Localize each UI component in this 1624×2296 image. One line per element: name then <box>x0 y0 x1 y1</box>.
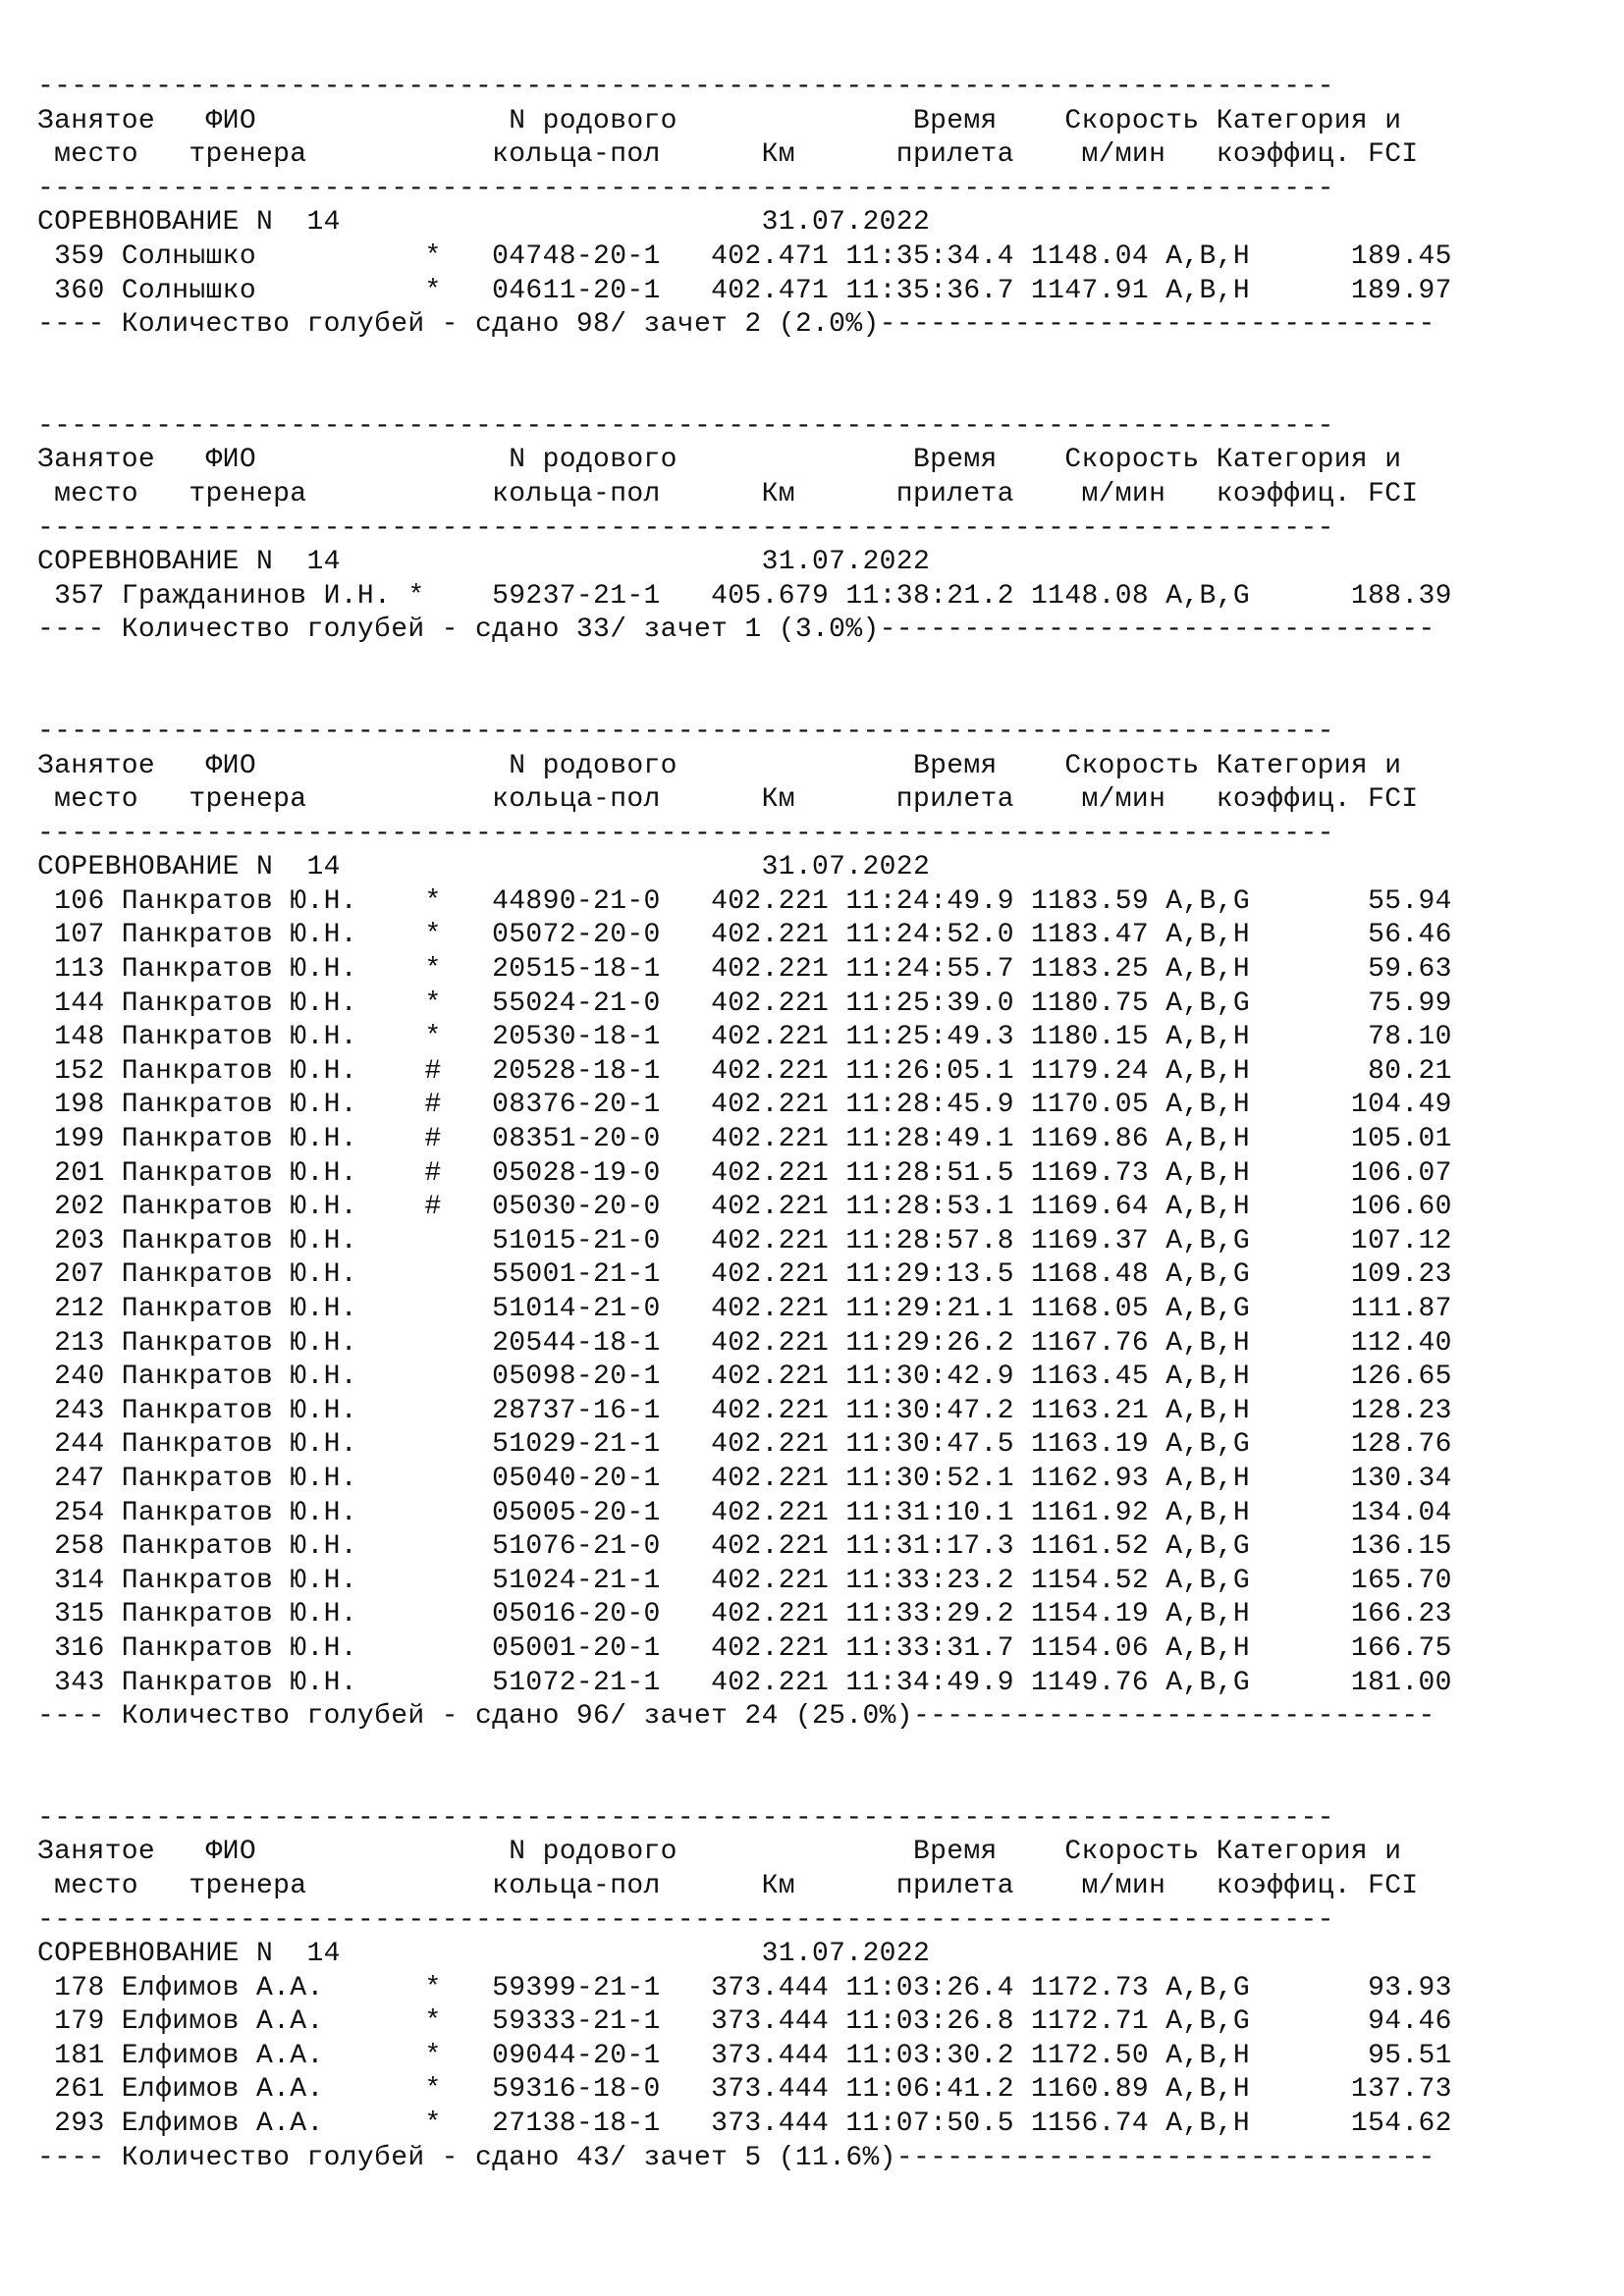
top-rule: ----------------------------------------------------------------------------- <box>37 72 1334 102</box>
header-row-2: место тренера кольца-пол Км прилета м/мин коэффиц. FCI <box>37 1870 1419 1901</box>
summary-line: ---- Количество голубей - сдано 33/ зачет 1 (3.0%)--------------------------------- <box>37 614 1435 646</box>
result-row: 203 Панкратов Ю.Н. 51015-21-0 402.221 11:28:57.8 1169.37 A,B,G 107.12 <box>37 1225 1452 1256</box>
result-row: 359 Солнышко * 04748-20-1 402.471 11:35:34.4 1148.04 A,B,H 189.45 <box>37 240 1452 272</box>
summary-line: ---- Количество голубей - сдано 43/ зачет 5 (11.6%)-------------------------------- <box>37 2142 1435 2173</box>
summary-line: ---- Количество голубей - сдано 96/ зачет 24 (25.0%)------------------------------- <box>37 1701 1435 1733</box>
results-section <box>37 716 1452 1735</box>
competition-title: СОРЕВНОВАНИЕ N 14 31.07.2022 <box>37 852 931 883</box>
competition-title: СОРЕВНОВАНИЕ N 14 31.07.2022 <box>37 207 931 239</box>
section-gap <box>37 343 1452 410</box>
result-row: 144 Панкратов Ю.Н. * 55024-21-0 402.221 11:25:39.0 1180.75 A,B,G 75.99 <box>37 988 1452 1019</box>
result-row: 202 Панкратов Ю.Н. # 05030-20-0 402.221 11:28:53.1 1169.64 A,B,H 106.60 <box>37 1192 1452 1223</box>
header-rule: ----------------------------------------------------------------------------- <box>37 512 1334 544</box>
result-row: 213 Панкратов Ю.Н. 20544-18-1 402.221 11:29:26.2 1167.76 A,B,H 112.40 <box>37 1327 1452 1359</box>
result-row: 207 Панкратов Ю.Н. 55001-21-1 402.221 11:29:13.5 1168.48 A,B,G 109.23 <box>37 1259 1452 1291</box>
result-row: 198 Панкратов Ю.Н. # 08376-20-1 402.221 11:28:45.9 1170.05 A,B,H 104.49 <box>37 1090 1452 1121</box>
header-rule: ----------------------------------------------------------------------------- <box>37 1904 1334 1936</box>
result-row: 179 Елфимов А.А. * 59333-21-1 373.444 11:03:26.8 1172.71 A,B,G 94.46 <box>37 2006 1452 2038</box>
top-rule: ----------------------------------------------------------------------------- <box>37 716 1334 747</box>
header-row-1: Занятое ФИО N родового Время Скорость Категория и <box>37 445 1402 476</box>
result-row: 316 Панкратов Ю.Н. 05001-20-1 402.221 11:33:31.7 1154.06 A,B,H 166.75 <box>37 1632 1452 1664</box>
result-row: 107 Панкратов Ю.Н. * 05072-20-0 402.221 11:24:52.0 1183.47 A,B,H 56.46 <box>37 920 1452 951</box>
result-row: 315 Панкратов Ю.Н. 05016-20-0 402.221 11:33:29.2 1154.19 A,B,H 166.23 <box>37 1599 1452 1630</box>
section-gap <box>37 1735 1452 1802</box>
competition-title: СОРЕВНОВАНИЕ N 14 31.07.2022 <box>37 1939 931 1970</box>
result-row: 244 Панкратов Ю.Н. 51029-21-1 402.221 11:30:47.5 1163.19 A,B,G 128.76 <box>37 1429 1452 1461</box>
result-row: 199 Панкратов Ю.Н. # 08351-20-0 402.221 11:28:49.1 1169.86 A,B,H 105.01 <box>37 1124 1452 1155</box>
header-row-2: место тренера кольца-пол Км прилета м/мин коэффиц. FCI <box>37 139 1419 171</box>
results-section <box>37 410 1452 648</box>
result-row: 314 Панкратов Ю.Н. 51024-21-1 402.221 11:33:23.2 1154.52 A,B,G 165.70 <box>37 1565 1452 1596</box>
result-row: 106 Панкратов Ю.Н. * 44890-21-0 402.221 11:24:49.9 1183.59 A,B,G 55.94 <box>37 885 1452 917</box>
result-row: 357 Гражданинов И.Н. * 59237-21-1 405.679 11:38:21.2 1148.08 A,B,G 188.39 <box>37 580 1452 612</box>
header-row-1: Занятое ФИО N родового Время Скорость Категория и <box>37 1837 1402 1868</box>
header-row-2: место тренера кольца-пол Км прилета м/мин коэффиц. FCI <box>37 784 1419 816</box>
result-row: 293 Елфимов А.А. * 27138-18-1 373.444 11:07:50.5 1156.74 A,B,H 154.62 <box>37 2109 1452 2140</box>
results-section <box>37 1802 1452 2176</box>
result-row: 343 Панкратов Ю.Н. 51072-21-1 402.221 11:34:49.9 1149.76 A,B,G 181.00 <box>37 1667 1452 1698</box>
result-row: 181 Елфимов А.А. * 09044-20-1 373.444 11:03:30.2 1172.50 A,B,H 95.51 <box>37 2040 1452 2071</box>
result-row: 254 Панкратов Ю.Н. 05005-20-1 402.221 11:31:10.1 1161.92 A,B,H 134.04 <box>37 1497 1452 1528</box>
header-rule: ----------------------------------------------------------------------------- <box>37 173 1334 204</box>
result-row: 212 Панкратов Ю.Н. 51014-21-0 402.221 11:29:21.1 1168.05 A,B,G 111.87 <box>37 1294 1452 1324</box>
section-gap <box>37 648 1452 716</box>
competition-title: СОРЕВНОВАНИЕ N 14 31.07.2022 <box>37 547 931 578</box>
result-row: 148 Панкратов Ю.Н. * 20530-18-1 402.221 11:25:49.3 1180.15 A,B,H 78.10 <box>37 1022 1452 1053</box>
result-row: 247 Панкратов Ю.Н. 05040-20-1 402.221 11:30:52.1 1162.93 A,B,H 130.34 <box>37 1463 1452 1494</box>
results-document <box>37 71 1452 2175</box>
result-row: 360 Солнышко * 04611-20-1 402.471 11:35:36.7 1147.91 A,B,H 189.97 <box>37 275 1452 306</box>
header-row-1: Занятое ФИО N родового Время Скорость Категория и <box>37 105 1402 136</box>
result-row: 258 Панкратов Ю.Н. 51076-21-0 402.221 11:31:17.3 1161.52 A,B,G 136.15 <box>37 1531 1452 1563</box>
top-rule: ----------------------------------------------------------------------------- <box>37 1802 1334 1834</box>
result-row: 261 Елфимов А.А. * 59316-18-0 373.444 11:06:41.2 1160.89 A,B,H 137.73 <box>37 2074 1452 2106</box>
header-rule: ----------------------------------------------------------------------------- <box>37 818 1334 849</box>
result-row: 178 Елфимов А.А. * 59399-21-1 373.444 11:03:26.4 1172.73 A,B,G 93.93 <box>37 1972 1452 2003</box>
header-row-2: место тренера кольца-пол Км прилета м/мин коэффиц. FCI <box>37 478 1419 509</box>
results-section <box>37 71 1452 343</box>
result-row: 201 Панкратов Ю.Н. # 05028-19-0 402.221 11:28:51.5 1169.73 A,B,H 106.07 <box>37 1157 1452 1189</box>
result-row: 152 Панкратов Ю.Н. # 20528-18-1 402.221 11:26:05.1 1179.24 A,B,H 80.21 <box>37 1055 1452 1087</box>
result-row: 243 Панкратов Ю.Н. 28737-16-1 402.221 11:30:47.2 1163.21 A,B,H 128.23 <box>37 1395 1452 1426</box>
result-row: 113 Панкратов Ю.Н. * 20515-18-1 402.221 11:24:55.7 1183.25 A,B,H 59.63 <box>37 954 1452 986</box>
result-row: 240 Панкратов Ю.Н. 05098-20-1 402.221 11:30:42.9 1163.45 A,B,H 126.65 <box>37 1362 1452 1393</box>
header-row-1: Занятое ФИО N родового Время Скорость Категория и <box>37 750 1402 781</box>
summary-line: ---- Количество голубей - сдано 98/ зачет 2 (2.0%)--------------------------------- <box>37 309 1435 341</box>
top-rule: ----------------------------------------------------------------------------- <box>37 410 1334 442</box>
